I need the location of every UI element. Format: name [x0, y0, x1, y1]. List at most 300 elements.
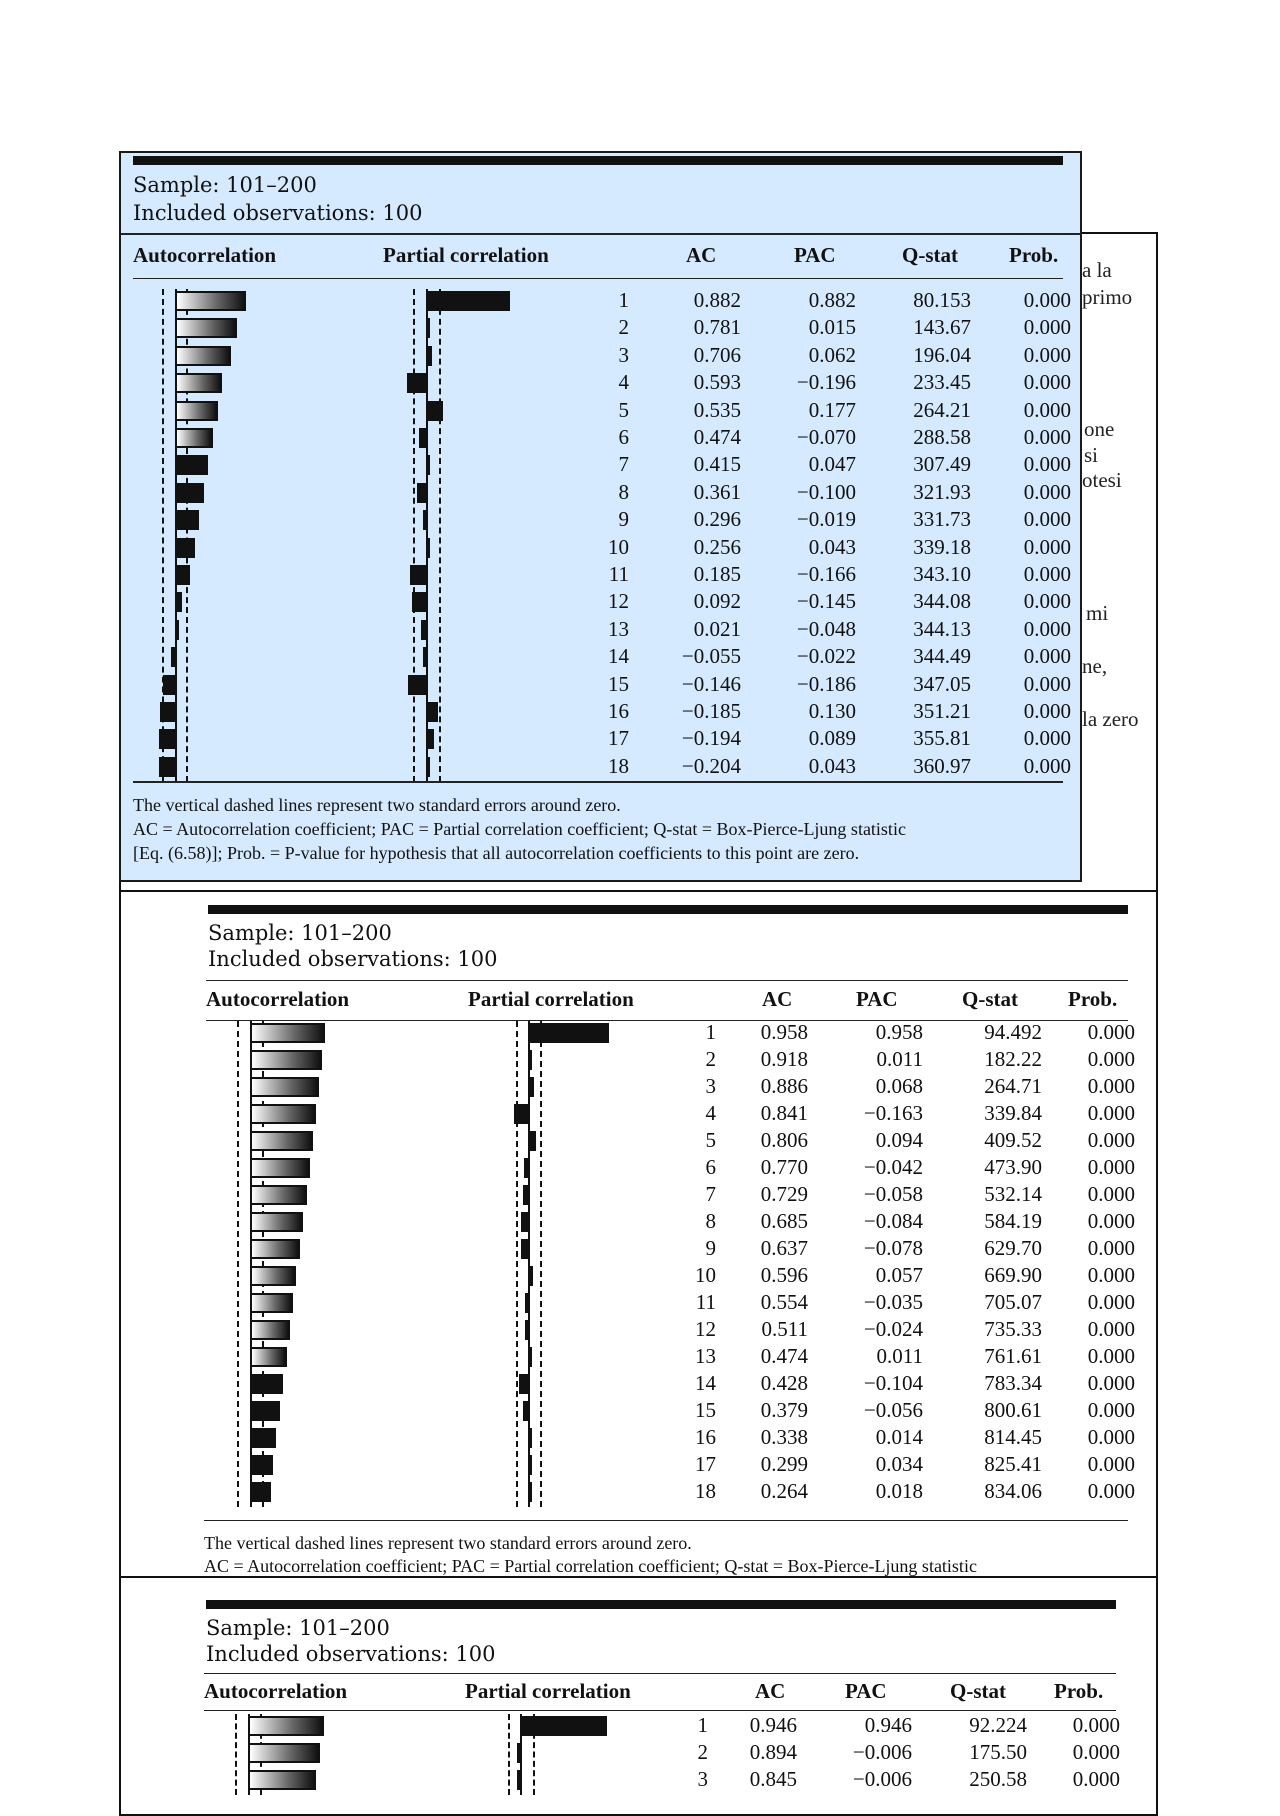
lag-cell: 12: [695, 1317, 716, 1341]
pac-bar: [426, 757, 430, 777]
ac-bar: [250, 1293, 293, 1313]
pac-value: 0.946: [864, 1713, 912, 1737]
pac-bar: [528, 1266, 533, 1286]
prob-value: 0.000: [1023, 671, 1071, 696]
ac-value: 0.886: [760, 1074, 808, 1098]
ac-bar: [250, 1131, 313, 1151]
col-header-prob: Prob.: [1068, 987, 1118, 1011]
ac-value: 0.296: [693, 507, 741, 532]
lag-cell: 13: [608, 616, 629, 641]
ac-bar: [250, 1401, 280, 1421]
sample-label: Sample: 101–200: [208, 921, 392, 945]
pac-bar: [523, 1401, 528, 1421]
side-fragment: a la: [1082, 258, 1112, 282]
pac-se-line: [413, 289, 415, 782]
lag-cell: 4: [618, 370, 629, 395]
side-fragment: one: [1084, 417, 1115, 441]
prob-value: 0.000: [1023, 370, 1071, 395]
qstat-value: 182.22: [984, 1047, 1042, 1071]
ac-se-line: [237, 1021, 239, 1507]
side-fragment: primo: [1082, 285, 1133, 309]
ac-bar: [171, 647, 175, 667]
qstat-value: 409.52: [984, 1128, 1042, 1152]
ac-bar: [175, 510, 199, 530]
prob-value: 0.000: [1087, 1290, 1135, 1314]
lag-cell: 9: [705, 1236, 716, 1260]
prob-value: 0.000: [1087, 1209, 1135, 1233]
qstat-value: 175.50: [969, 1740, 1027, 1764]
ac-bar: [250, 1050, 322, 1070]
lag-cell: 8: [618, 479, 629, 504]
ac-value: 0.946: [749, 1713, 797, 1737]
sample-label: Sample: 101–200: [206, 1616, 390, 1640]
pac-se-line: [540, 1021, 542, 1507]
qstat-value: 783.34: [984, 1371, 1042, 1395]
col-header-qstat: Q-stat: [902, 243, 958, 267]
qstat-value: 825.41: [984, 1452, 1042, 1476]
qstat-value: 473.90: [984, 1155, 1042, 1179]
header-top-rule: [206, 980, 1128, 981]
ac-bar: [175, 291, 246, 311]
lag-cell: 3: [618, 342, 629, 367]
prob-value: 0.000: [1023, 507, 1071, 532]
pac-bar: [528, 1077, 534, 1097]
ac-value: 0.185: [693, 562, 741, 586]
pac-value: −0.058: [863, 1182, 923, 1206]
pac-se-line: [516, 1021, 518, 1507]
pac-bar: [519, 1374, 528, 1394]
lag-cell: 6: [618, 425, 629, 449]
prob-value: 0.000: [1023, 315, 1071, 340]
lag-cell: 5: [705, 1128, 716, 1152]
ac-value: 0.379: [760, 1398, 808, 1422]
qstat-value: 250.58: [969, 1767, 1027, 1791]
qstat-value: 94.492: [984, 1020, 1042, 1044]
pac-value: −0.024: [863, 1317, 923, 1341]
ac-bar: [250, 1482, 271, 1502]
header-bottom-rule: [204, 1710, 1116, 1711]
correlogram-panel-1: [119, 151, 1082, 882]
col-header-partial: Partial correlation: [383, 243, 549, 267]
qstat-value: 834.06: [984, 1479, 1042, 1503]
pac-bar: [426, 729, 434, 749]
pac-value: −0.070: [796, 425, 856, 449]
qstat-value: 196.04: [913, 342, 971, 367]
ac-value: 0.685: [760, 1209, 808, 1233]
col-header-ac: AC: [755, 1679, 786, 1703]
prob-value: 0.000: [1087, 1479, 1135, 1503]
prob-value: 0.000: [1023, 589, 1071, 614]
sample-label: Sample: 101–200: [133, 173, 317, 197]
qstat-value: 233.45: [913, 370, 971, 395]
col-header-qstat: Q-stat: [950, 1679, 1006, 1703]
prob-value: 0.000: [1087, 1344, 1135, 1368]
lag-cell: 14: [608, 644, 629, 669]
ac-bar: [175, 455, 208, 475]
lag-cell: 3: [697, 1767, 708, 1791]
qstat-value: 351.21: [913, 699, 971, 723]
qstat-value: 331.73: [913, 507, 971, 532]
ac-value: 0.918: [760, 1047, 808, 1071]
pac-bar: [521, 1212, 528, 1232]
ac-value: 0.770: [760, 1155, 808, 1179]
prob-value: 0.000: [1023, 342, 1071, 367]
lag-cell: 10: [695, 1263, 716, 1287]
ac-bar: [250, 1266, 296, 1286]
ac-bar: [159, 729, 175, 749]
qstat-value: 264.21: [913, 397, 971, 422]
prob-value: 0.000: [1023, 699, 1071, 723]
lag-cell: 7: [705, 1182, 716, 1206]
qstat-value: 143.67: [913, 315, 971, 340]
ac-value: −0.146: [681, 671, 741, 696]
ac-value: 0.511: [761, 1317, 808, 1341]
prob-value: 0.000: [1023, 397, 1071, 422]
ac-value: 0.637: [760, 1236, 808, 1260]
pac-value: −0.084: [863, 1209, 923, 1233]
qstat-value: 288.58: [913, 425, 971, 449]
pac-value: −0.100: [796, 479, 856, 504]
prob-value: 0.000: [1072, 1740, 1120, 1764]
pac-value: 0.062: [808, 342, 856, 367]
lag-cell: 4: [705, 1101, 716, 1125]
lag-cell: 1: [618, 288, 629, 312]
prob-value: 0.000: [1023, 562, 1071, 586]
col-header-partial: Partial correlation: [468, 987, 634, 1011]
ac-bar: [159, 757, 175, 777]
top-rule: [133, 156, 1063, 165]
ac-bar: [160, 702, 175, 722]
pac-value: 0.015: [808, 315, 856, 340]
prob-value: 0.000: [1087, 1074, 1135, 1098]
prob-value: 0.000: [1087, 1398, 1135, 1422]
ac-bar: [248, 1716, 324, 1736]
pac-value: −0.145: [796, 589, 856, 614]
pac-bar: [408, 675, 426, 695]
table-bottom-rule: [204, 1520, 1128, 1521]
ac-bar: [175, 373, 222, 393]
col-header-pac: PAC: [794, 243, 836, 267]
ac-value: 0.428: [760, 1371, 808, 1395]
col-header-ac: AC: [686, 243, 717, 267]
prob-value: 0.000: [1087, 1020, 1135, 1044]
ac-value: 0.845: [749, 1767, 797, 1791]
qstat-value: 343.10: [913, 562, 971, 586]
prob-value: 0.000: [1023, 425, 1071, 449]
qstat-value: 80.153: [913, 288, 971, 312]
pac-bar: [528, 1023, 609, 1043]
ac-bar: [250, 1320, 290, 1340]
ac-value: 0.415: [693, 452, 741, 477]
pac-value: −0.056: [863, 1398, 923, 1422]
pac-bar: [426, 346, 432, 366]
lag-cell: 8: [705, 1209, 716, 1233]
side-fragment: otesi: [1082, 468, 1122, 492]
prob-value: 0.000: [1023, 726, 1071, 751]
pac-value: 0.130: [808, 699, 856, 723]
lag-cell: 18: [608, 753, 629, 778]
prob-value: 0.000: [1023, 534, 1071, 559]
pac-bar: [528, 1428, 532, 1448]
ac-value: −0.194: [681, 726, 741, 751]
ac-bar: [250, 1455, 273, 1475]
qstat-value: 584.19: [984, 1209, 1042, 1233]
ac-value: 0.706: [693, 342, 741, 367]
qstat-value: 344.49: [913, 644, 971, 669]
col-header-pac: PAC: [845, 1679, 887, 1703]
pac-value: 0.018: [875, 1479, 923, 1503]
prob-value: 0.000: [1072, 1767, 1120, 1791]
pac-se-line: [439, 289, 441, 782]
pac-bar: [426, 291, 510, 311]
ac-value: 0.361: [693, 479, 741, 504]
pac-bar: [426, 702, 438, 722]
qstat-value: 344.13: [913, 616, 971, 641]
col-header-autocorrelation: Autocorrelation: [133, 243, 277, 267]
prob-value: 0.000: [1072, 1713, 1120, 1737]
pac-bar: [523, 1185, 528, 1205]
pac-bar: [517, 1770, 521, 1790]
ac-value: 0.299: [760, 1452, 808, 1476]
ac-value: 0.474: [760, 1344, 808, 1368]
ac-bar: [250, 1347, 287, 1367]
pac-bar: [525, 1320, 529, 1340]
top-rule: [208, 905, 1128, 914]
pac-bar: [426, 538, 430, 558]
ac-value: 0.882: [693, 288, 741, 312]
prob-value: 0.000: [1087, 1263, 1135, 1287]
pac-value: 0.014: [875, 1425, 923, 1449]
ac-bar: [250, 1158, 310, 1178]
pac-value: 0.089: [808, 726, 856, 751]
ac-bar: [250, 1077, 319, 1097]
prob-value: 0.000: [1023, 288, 1071, 312]
lag-cell: 11: [608, 562, 629, 586]
pac-value: −0.186: [796, 671, 856, 696]
pac-bar: [419, 428, 426, 448]
pac-bar: [426, 401, 443, 421]
pac-value: 0.882: [808, 288, 856, 312]
pac-value: −0.048: [796, 616, 856, 641]
ac-value: 0.338: [760, 1425, 808, 1449]
col-header-qstat: Q-stat: [962, 987, 1018, 1011]
qstat-value: 264.71: [984, 1074, 1042, 1098]
prob-value: 0.000: [1087, 1155, 1135, 1179]
ac-bar: [250, 1023, 325, 1043]
pac-value: −0.196: [796, 370, 856, 395]
ac-bar: [248, 1770, 316, 1790]
ac-value: 0.806: [760, 1128, 808, 1152]
footnote: The vertical dashed lines represent two standard errors around zero.: [133, 795, 621, 815]
pac-se-line: [508, 1714, 510, 1795]
ac-bar: [175, 401, 218, 421]
ac-value: 0.554: [760, 1290, 808, 1314]
pac-bar: [423, 647, 427, 667]
pac-value: −0.166: [796, 562, 856, 586]
qstat-value: 814.45: [984, 1425, 1042, 1449]
header-top-rule: [121, 233, 1082, 235]
ac-bar: [175, 538, 195, 558]
pac-value: −0.022: [796, 644, 856, 669]
ac-value: 0.092: [693, 589, 741, 614]
lag-cell: 10: [608, 534, 629, 559]
lag-cell: 18: [695, 1479, 716, 1503]
pac-value: −0.163: [863, 1101, 923, 1125]
pac-value: −0.019: [796, 507, 856, 532]
pac-value: −0.006: [852, 1767, 912, 1791]
ac-value: 0.593: [693, 370, 741, 395]
lag-cell: 2: [705, 1047, 716, 1071]
ac-bar: [175, 592, 182, 612]
pac-value: −0.078: [863, 1236, 923, 1260]
prob-value: 0.000: [1087, 1236, 1135, 1260]
ac-value: 0.781: [693, 315, 741, 340]
ac-value: −0.055: [681, 644, 741, 669]
pac-value: 0.958: [875, 1020, 923, 1044]
pac-value: 0.043: [808, 753, 856, 778]
pac-value: 0.057: [875, 1263, 923, 1287]
pac-value: 0.043: [808, 534, 856, 559]
lag-cell: 7: [618, 452, 629, 477]
pac-value: −0.042: [863, 1155, 923, 1179]
lag-cell: 17: [695, 1452, 716, 1476]
prob-value: 0.000: [1023, 452, 1071, 477]
pac-value: 0.034: [875, 1452, 923, 1476]
lag-cell: 16: [695, 1425, 716, 1449]
lag-cell: 15: [608, 671, 629, 696]
pac-bar: [407, 373, 426, 393]
pac-bar: [423, 510, 427, 530]
prob-value: 0.000: [1087, 1425, 1135, 1449]
qstat-value: 705.07: [984, 1290, 1042, 1314]
side-fragment: ne,: [1082, 654, 1108, 678]
ac-value: 0.474: [693, 425, 741, 449]
prob-value: 0.000: [1023, 644, 1071, 669]
col-header-ac: AC: [762, 987, 793, 1011]
qstat-value: 761.61: [984, 1344, 1042, 1368]
ac-se-line: [235, 1714, 237, 1795]
ac-value: 0.958: [760, 1020, 808, 1044]
ac-bar: [250, 1374, 283, 1394]
header-bottom-rule: [133, 278, 1063, 279]
qstat-value: 307.49: [913, 452, 971, 477]
pac-value: 0.047: [808, 452, 856, 477]
pac-bar: [412, 592, 426, 612]
pac-bar: [426, 455, 430, 475]
pac-bar: [524, 1158, 528, 1178]
ac-bar: [175, 565, 190, 585]
pac-bar: [528, 1455, 532, 1475]
ac-value: 0.841: [760, 1101, 808, 1125]
footnote: [Eq. (6.58)]; Prob. = P-value for hypothesis that all autocorrelation coefficients to this point are zero.: [133, 843, 860, 863]
ac-value: 0.256: [693, 534, 741, 559]
pac-bar: [528, 1482, 532, 1502]
lag-cell: 5: [618, 397, 629, 422]
pac-value: 0.177: [808, 397, 856, 422]
included-observations: Included observations: 100: [206, 1642, 496, 1666]
col-header-autocorrelation: Autocorrelation: [206, 987, 350, 1011]
footnote: AC = Autocorrelation coefficient; PAC = Partial correlation coefficient; Q-stat = Box-Pierce-Ljung statistic: [204, 1556, 977, 1576]
pac-value: −0.006: [852, 1740, 912, 1764]
lag-cell: 2: [697, 1740, 708, 1764]
ac-bar: [163, 675, 175, 695]
pac-value: −0.104: [863, 1371, 923, 1395]
col-header-partial: Partial correlation: [465, 1679, 631, 1703]
prob-value: 0.000: [1023, 479, 1071, 504]
ac-bar: [250, 1185, 307, 1205]
ac-bar: [175, 483, 204, 503]
qstat-value: 339.84: [984, 1101, 1042, 1125]
table-bottom-rule: [133, 781, 1063, 783]
lag-cell: 9: [618, 507, 629, 532]
lag-cell: 2: [618, 315, 629, 340]
ac-bar: [175, 346, 231, 366]
col-header-autocorrelation: Autocorrelation: [204, 1679, 348, 1703]
prob-value: 0.000: [1023, 616, 1071, 641]
prob-value: 0.000: [1087, 1182, 1135, 1206]
prob-value: 0.000: [1087, 1101, 1135, 1125]
qstat-value: 669.90: [984, 1263, 1042, 1287]
ac-bar: [175, 318, 237, 338]
lag-cell: 13: [695, 1344, 716, 1368]
ac-bar: [175, 620, 179, 640]
side-fragment: la zero: [1082, 707, 1139, 731]
ac-value: −0.204: [681, 753, 741, 778]
pac-bar: [421, 620, 426, 640]
qstat-value: 344.08: [913, 589, 971, 614]
ac-value: 0.894: [749, 1740, 797, 1764]
ac-bar: [250, 1428, 276, 1448]
pac-bar: [517, 1743, 521, 1763]
qstat-value: 355.81: [913, 726, 971, 751]
qstat-value: 800.61: [984, 1398, 1042, 1422]
side-fragment: si: [1084, 443, 1099, 467]
lag-cell: 6: [705, 1155, 716, 1179]
col-header-prob: Prob.: [1054, 1679, 1104, 1703]
prob-value: 0.000: [1087, 1047, 1135, 1071]
lag-cell: 3: [705, 1074, 716, 1098]
pac-bar: [525, 1293, 529, 1313]
ac-value: 0.596: [760, 1263, 808, 1287]
lag-cell: 16: [608, 699, 629, 723]
lag-cell: 1: [697, 1713, 708, 1737]
footnote: The vertical dashed lines represent two standard errors around zero.: [204, 1533, 692, 1553]
ac-value: 0.535: [693, 397, 741, 422]
pac-bar: [528, 1347, 532, 1367]
pac-value: −0.035: [863, 1290, 923, 1314]
pac-bar: [417, 483, 427, 503]
side-fragment: mi: [1086, 601, 1109, 625]
pac-bar: [514, 1104, 528, 1124]
pac-bar: [426, 318, 430, 338]
qstat-value: 532.14: [984, 1182, 1042, 1206]
prob-value: 0.000: [1087, 1371, 1135, 1395]
prob-value: 0.000: [1087, 1452, 1135, 1476]
included-observations: Included observations: 100: [208, 947, 498, 971]
prob-value: 0.000: [1087, 1317, 1135, 1341]
pac-value: 0.068: [875, 1074, 923, 1098]
lag-cell: 1: [705, 1020, 716, 1044]
prob-value: 0.000: [1087, 1128, 1135, 1152]
col-header-pac: PAC: [856, 987, 898, 1011]
ac-value: 0.729: [760, 1182, 808, 1206]
footnote: AC = Autocorrelation coefficient; PAC = Partial correlation coefficient; Q-stat = Box-Pierce-Ljung statistic: [133, 819, 906, 839]
pac-bar: [410, 565, 426, 585]
pac-bar: [528, 1131, 536, 1151]
qstat-value: 347.05: [913, 671, 971, 696]
prob-value: 0.000: [1023, 753, 1071, 778]
correlogram-panel-2: [200, 895, 1135, 1575]
